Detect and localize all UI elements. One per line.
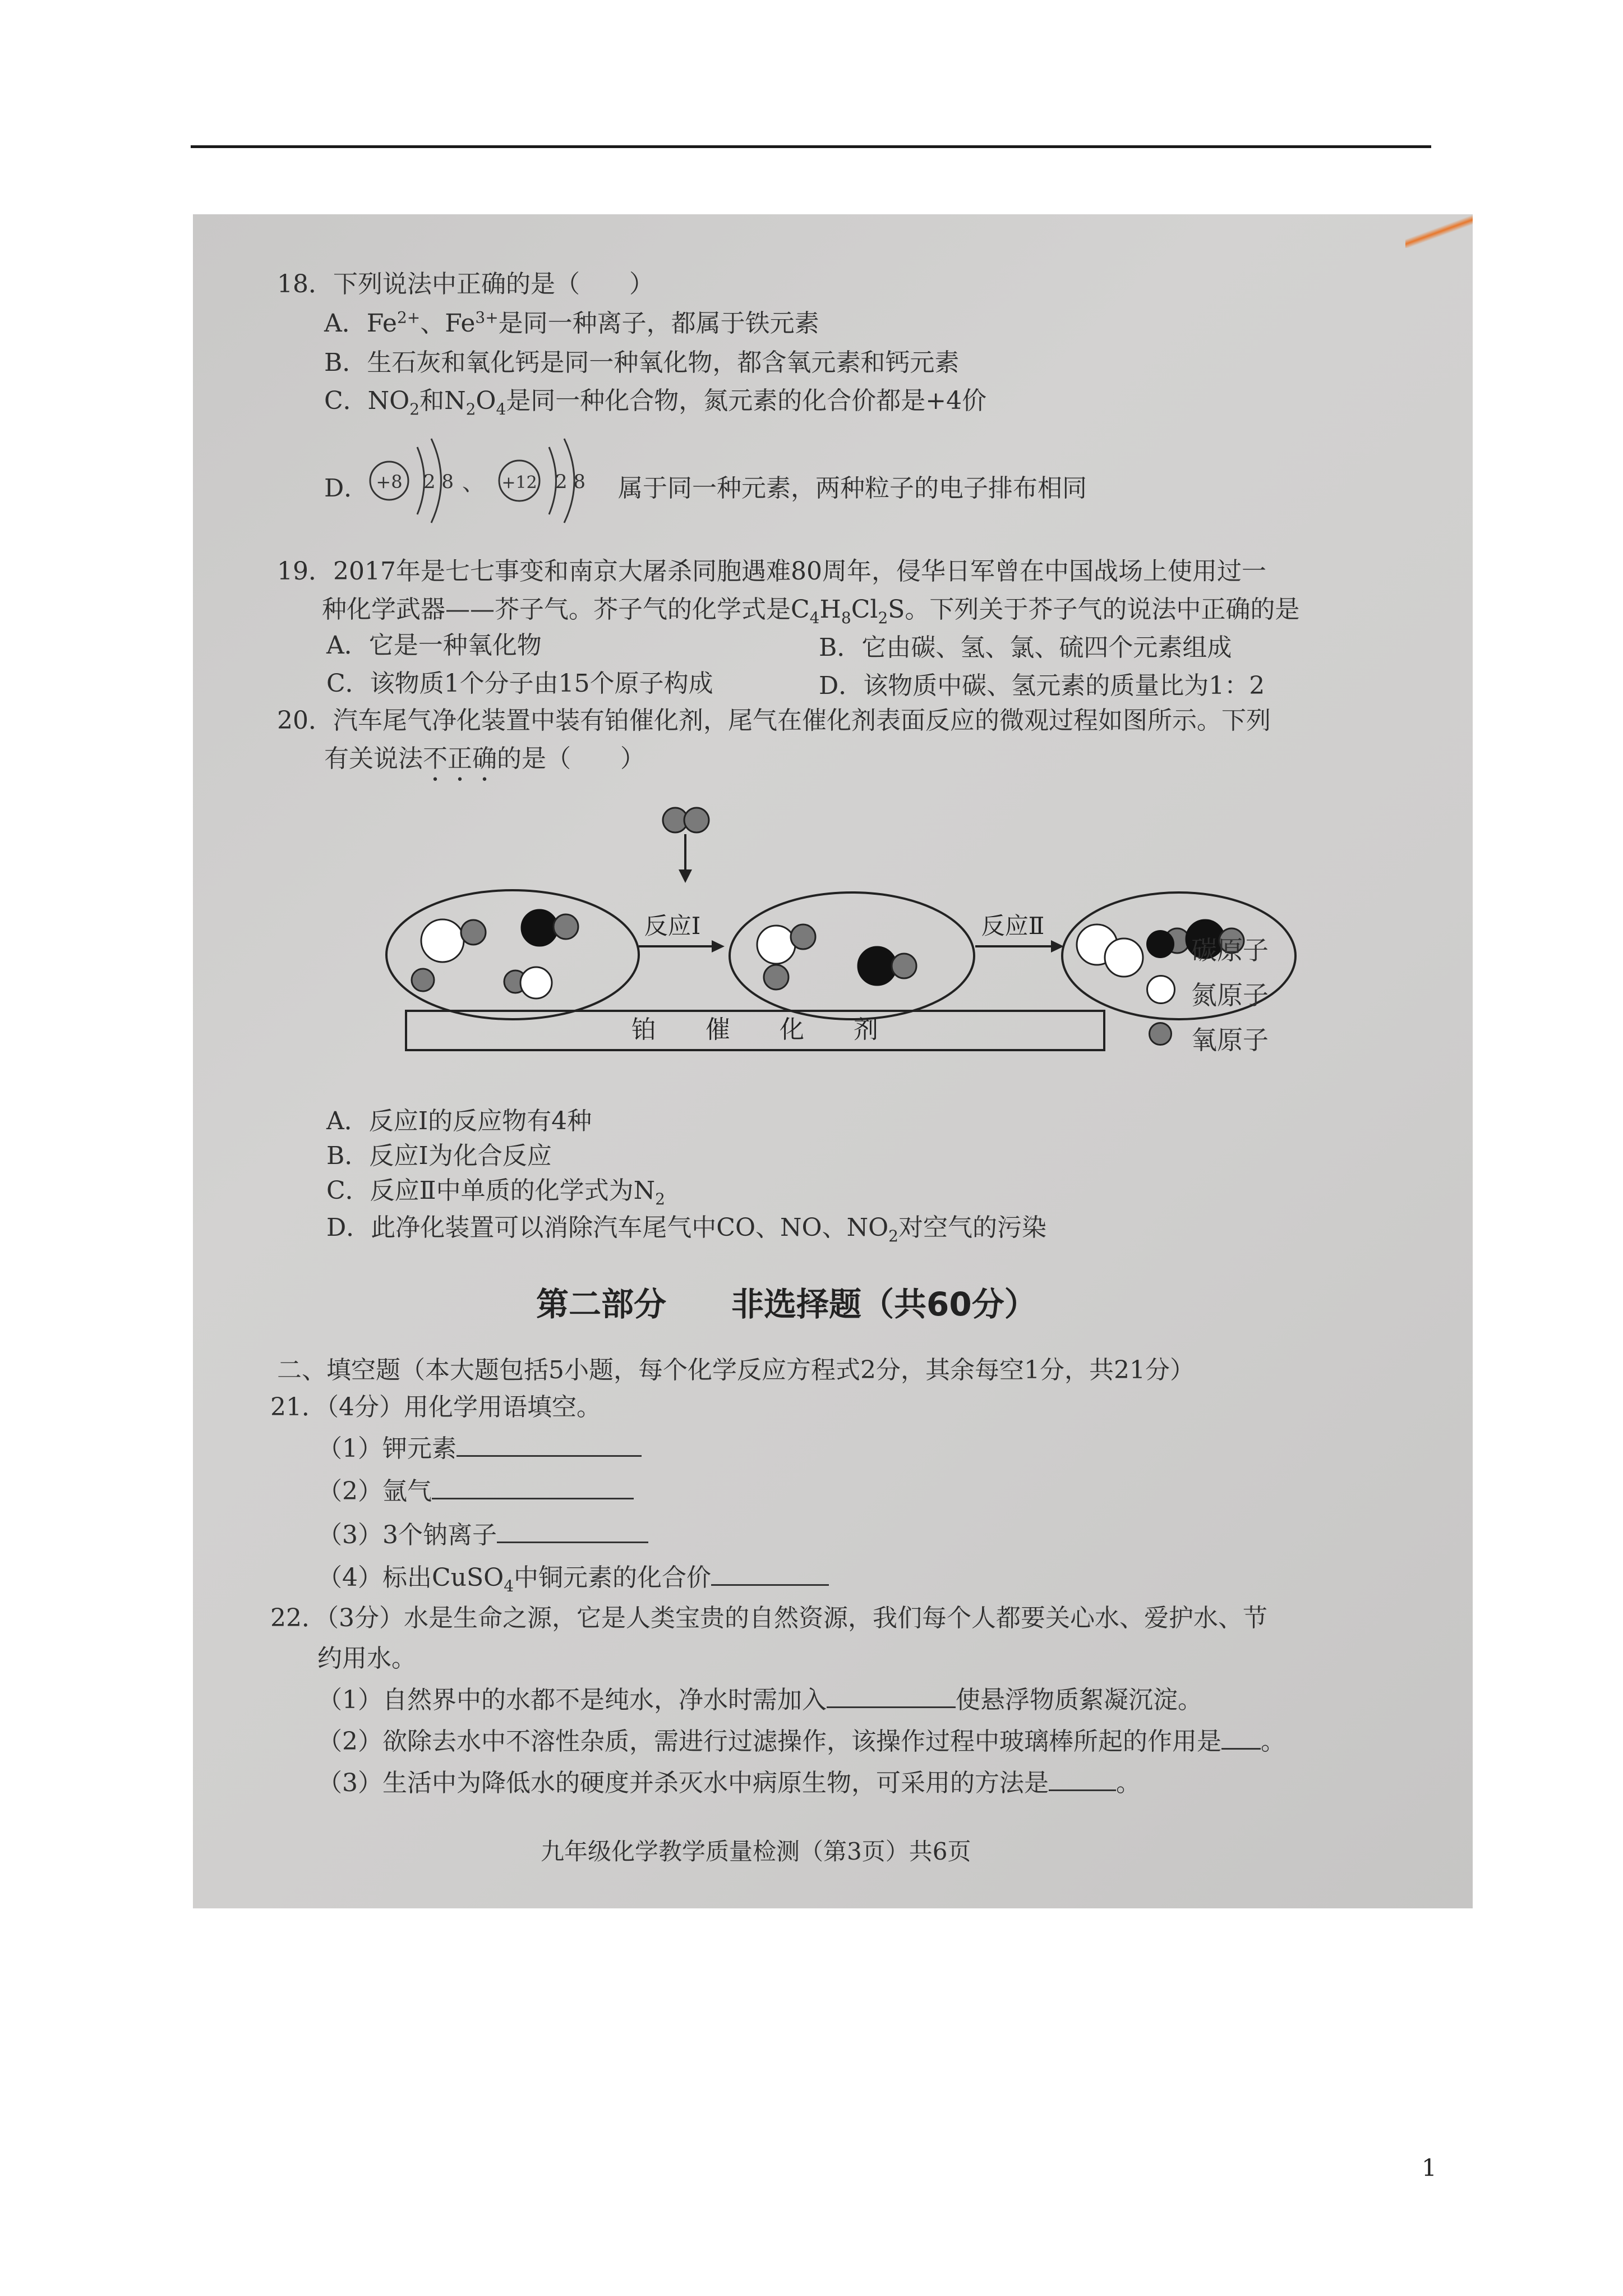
q19-line2 (322, 589, 1299, 627)
q19-sub1: 4 (809, 608, 820, 627)
q22-item2-text: （2）欲除去水中不溶性杂质，需进行过滤操作，该操作过程中玻璃棒所起的作用是 (317, 1727, 1221, 1756)
stage1-nitrogen-atom (421, 919, 464, 962)
q18-a-sup2: 3+ (475, 308, 499, 327)
reaction-2-label: 反应Ⅱ (981, 912, 1045, 940)
oxygen-swatch (1149, 1022, 1172, 1046)
q20-option-d (326, 1207, 1046, 1245)
legend-nitrogen-label: 氮原子 (1191, 980, 1269, 1010)
q21-item1 (317, 1428, 642, 1464)
reaction-1-arrowhead (712, 940, 725, 953)
incoming-oxygen-atom (684, 808, 709, 832)
q21-item4 (317, 1557, 829, 1595)
stage1-carbon-atom (522, 910, 557, 946)
q18-option-c (324, 380, 986, 418)
q20-emphasis: 不正确 (423, 744, 497, 773)
q22-blank-1[interactable] (827, 1684, 956, 1708)
q19-option-c: C．该物质1个分子由15个原子构成 (326, 669, 713, 698)
q22-item2 (317, 1721, 1285, 1757)
legend (1146, 927, 1315, 1073)
q18-c-text: C．NO (324, 386, 410, 415)
q22-line2: 约用水。 (317, 1644, 416, 1673)
stage2-carbon-atom (858, 947, 896, 985)
stage1-oxygen-atom (461, 920, 486, 945)
q18-option-a (324, 303, 819, 339)
q20-c-text: C．反应Ⅱ中单质的化学式为N (326, 1176, 656, 1205)
stage2-nitrogen-atom (757, 926, 795, 964)
q21-item2-text: （2）氩气 (317, 1477, 432, 1506)
q19-cl: Cl (851, 595, 878, 624)
q18-a-mid: 、Fe (420, 309, 476, 338)
q18-c-sub1: 2 (409, 399, 420, 418)
orange-mark (1405, 214, 1473, 248)
q21-item4-post: 中铜元素的化合价 (514, 1563, 712, 1592)
q19-line1: 19．2017年是七七事变和南京大屠杀同胞遇难80周年，侵华日军曾在中国战场上使用过一 (277, 557, 1266, 586)
stage1-oxygen-atom (412, 969, 434, 991)
q21-blank-1[interactable] (457, 1433, 642, 1457)
q21-item2 (317, 1471, 634, 1507)
stage2-oxygen-atom (892, 954, 916, 978)
q18-a-post: 是同一种离子，都属于铁元素 (498, 309, 819, 338)
q20-d-text: D．此净化装置可以消除汽车尾气中CO、NO、NO (326, 1213, 889, 1242)
q21-item1-text: （1）钾元素 (317, 1434, 457, 1463)
q19-option-a: A．它是一种氧化物 (326, 631, 542, 660)
nitrogen-swatch (1146, 975, 1175, 1004)
q19-line2-pre: 种化学武器——芥子气。芥子气的化学式是C (322, 595, 810, 624)
stage1-oxygen-atom (554, 914, 578, 939)
q21-blank-4[interactable] (711, 1562, 829, 1586)
legend-carbon-label: 碳原子 (1191, 935, 1269, 965)
stage3-nitrogen-atom (1105, 938, 1143, 977)
exam-footer: 九年级化学教学质量检测（第3页）共6页 (541, 1838, 971, 1865)
exam-page-photo (193, 214, 1473, 1908)
q21-item4-text: （4）标出CuSO (317, 1563, 504, 1592)
q20-c-sub: 2 (655, 1189, 665, 1208)
q19-line2-post: S。下列关于芥子气的说法中正确的是 (888, 595, 1300, 624)
q22-item1 (317, 1680, 1202, 1715)
q20-d-sub: 2 (888, 1226, 898, 1245)
q22-line1: 22．（3分）水是生命之源，它是人类宝贵的自然资源，我们每个人都要关心水、爱护水、节 (270, 1604, 1267, 1632)
carbon-swatch (1146, 930, 1174, 958)
atom1-nucleus-label: +8 (376, 471, 403, 493)
q19-sub3: 2 (878, 608, 888, 627)
stage1-ellipse (386, 890, 639, 1019)
q20-option-c (326, 1170, 665, 1208)
q18-atom-diagrams (361, 422, 625, 534)
q20-option-a: A．反应Ⅰ的反应物有4种 (326, 1107, 592, 1135)
q22-blank-3[interactable] (1049, 1767, 1116, 1791)
catalyst-label: 铂 催 化 剂 (631, 1015, 878, 1044)
stage2-oxygen-atom (791, 924, 815, 949)
q18-c-post: 是同一种化合物，氮元素的化合价都是+4价 (506, 386, 987, 415)
q20-d-post: 对空气的污染 (898, 1213, 1046, 1242)
section2-title: 二、填空题（本大题包括5小题，每个化学反应方程式2分，其余每空1分，共21分） (277, 1356, 1195, 1384)
q18-option-d-label: D． (324, 474, 369, 503)
incoming-arrowhead (679, 869, 692, 883)
atom2-shell-numbers: 2 8 (555, 471, 586, 493)
atom1-shell-numbers: 2 8 (423, 471, 454, 493)
q18-a-text: A．Fe (324, 309, 397, 338)
part2-title: 第二部分 非选择题（共60分） (536, 1285, 1037, 1323)
q22-item3 (317, 1763, 1141, 1798)
top-rule (191, 145, 1431, 148)
q20-line2-post: 的是（ ） (497, 744, 645, 773)
q19-sub2: 8 (841, 608, 851, 627)
q18-stem: 18．下列说法中正确的是（ ） (277, 270, 654, 298)
q22-item2-post: 。 (1261, 1727, 1285, 1756)
q21-item3 (317, 1515, 648, 1550)
q21-item4-sub: 4 (504, 1576, 514, 1595)
q20-line1: 20．汽车尾气净化装置中装有铂催化剂，尾气在催化剂表面反应的微观过程如图所示。下列 (277, 706, 1271, 735)
q19-option-d: D．该物质中碳、氢元素的质量比为1：2 (819, 671, 1265, 700)
q21-blank-3[interactable] (497, 1519, 648, 1543)
q18-c-mid: 和N (419, 386, 466, 415)
q22-item1-post: 使悬浮物质絮凝沉淀。 (956, 1686, 1202, 1714)
q18-a-sup1: 2+ (396, 308, 421, 327)
q20-option-b: B．反应Ⅰ为化合反应 (326, 1142, 552, 1170)
q22-item3-post: 。 (1116, 1769, 1141, 1797)
q21-item3-text: （3）3个钠离子 (317, 1521, 497, 1549)
q20-line2-pre: 有关说法 (324, 744, 423, 773)
q18-c-o: O (476, 386, 496, 415)
reaction-1-label: 反应Ⅰ (644, 912, 701, 940)
q22-item3-text: （3）生活中为降低水的硬度并杀灭水中病原生物，可采用的方法是 (317, 1769, 1049, 1797)
page-number: 1 (1422, 2154, 1437, 2182)
stage2-oxygen-atom (764, 965, 789, 990)
q22-item1-text: （1）自然界中的水都不是纯水，净水时需加入 (317, 1686, 827, 1714)
q21-blank-2[interactable] (432, 1475, 634, 1499)
q20-line2 (324, 738, 645, 787)
atom-separator: 、 (462, 470, 485, 496)
q18-c-sub3: 4 (496, 399, 506, 418)
q19-option-b: B．它由碳、氢、氯、硫四个元素组成 (819, 633, 1232, 662)
stage1-nitrogen-atom (520, 967, 552, 999)
q19-h: H (819, 595, 841, 624)
q22-blank-2[interactable] (1221, 1726, 1261, 1750)
legend-oxygen-label: 氧原子 (1191, 1025, 1269, 1055)
atom2-nucleus-label: +12 (501, 473, 537, 493)
q21-stem: 21．（4分）用化学用语填空。 (270, 1393, 601, 1421)
q18-option-d-text: 属于同一种元素，两种粒子的电子排布相同 (618, 474, 1087, 503)
q18-c-sub2: 2 (465, 399, 476, 418)
q18-option-b: B．生石灰和氧化钙是同一种氧化物，都含氧元素和钙元素 (324, 348, 960, 377)
